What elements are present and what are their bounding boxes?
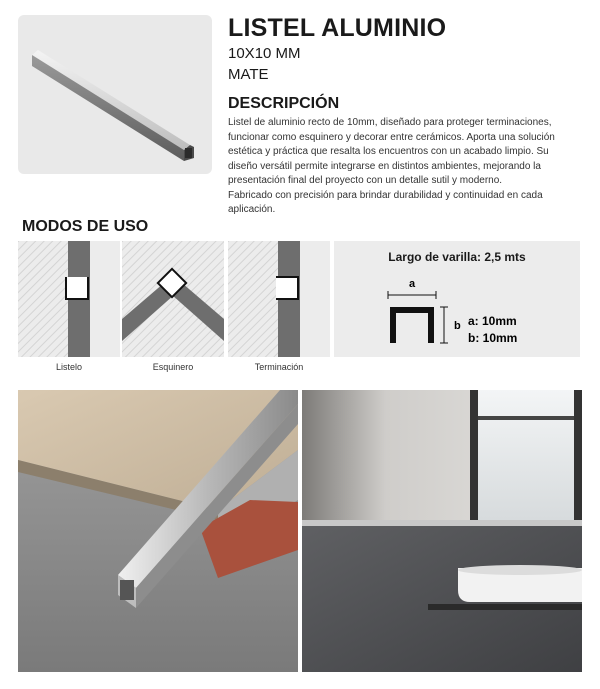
product-title: LISTEL ALUMINIO <box>228 14 447 42</box>
description-line: Listel de aluminio recto de 10mm, diseñado para proteger terminaciones, <box>228 117 552 128</box>
bathroom-installation-image <box>302 390 582 672</box>
description-line: aplicación. <box>228 204 276 215</box>
dimension-b-value: b: 10mm <box>468 331 518 345</box>
dimension-a-value: a: 10mm <box>468 314 517 328</box>
product-image <box>18 15 212 174</box>
description-line: diseño versátil permite integrarse en distintos ambientes, mejorando la <box>228 160 541 172</box>
use-panel-listel <box>18 241 120 357</box>
aluminum-profile-icon <box>18 15 212 174</box>
use-panel-corner <box>122 241 224 357</box>
description-line: Fabricado con precisión para brindar durabilidad y continuidad en cada <box>228 189 543 201</box>
description-line: presentación final del proyecto con un detalle sutil y moderno. <box>228 175 503 186</box>
use-label-corner: Esquinero <box>152 362 194 372</box>
product-finish: MATE <box>228 66 269 83</box>
floor-installation-image <box>18 390 298 672</box>
description-text <box>228 116 584 218</box>
specs-panel <box>334 241 580 357</box>
description-heading: DESCRIPCIÓN <box>228 95 340 112</box>
installation-photo-bathroom <box>302 390 582 672</box>
use-label-finish: Terminación <box>254 362 304 372</box>
corner-use-icon <box>122 241 224 357</box>
description-line: funcionar como esquinero y decorar entre cerámicos. Aporta una solución <box>228 131 555 143</box>
rod-length: Largo de varilla: 2,5 mts <box>388 250 526 264</box>
use-label-listel: Listelo <box>55 362 82 372</box>
product-size: 10X10 MM <box>228 45 301 62</box>
edge-finish-use-icon <box>228 241 330 357</box>
profile-dimension-diagram <box>382 273 572 353</box>
use-panel-finish <box>228 241 330 357</box>
dim-b-label: b <box>454 320 461 332</box>
description-line: estética y práctica que resalta los encuentros con un acabado limpio. Su <box>228 146 549 157</box>
dim-a-label: a <box>408 278 416 290</box>
listel-use-icon <box>18 241 120 357</box>
installation-photo-floor <box>18 390 298 672</box>
uses-heading: MODOS DE USO <box>22 218 149 235</box>
